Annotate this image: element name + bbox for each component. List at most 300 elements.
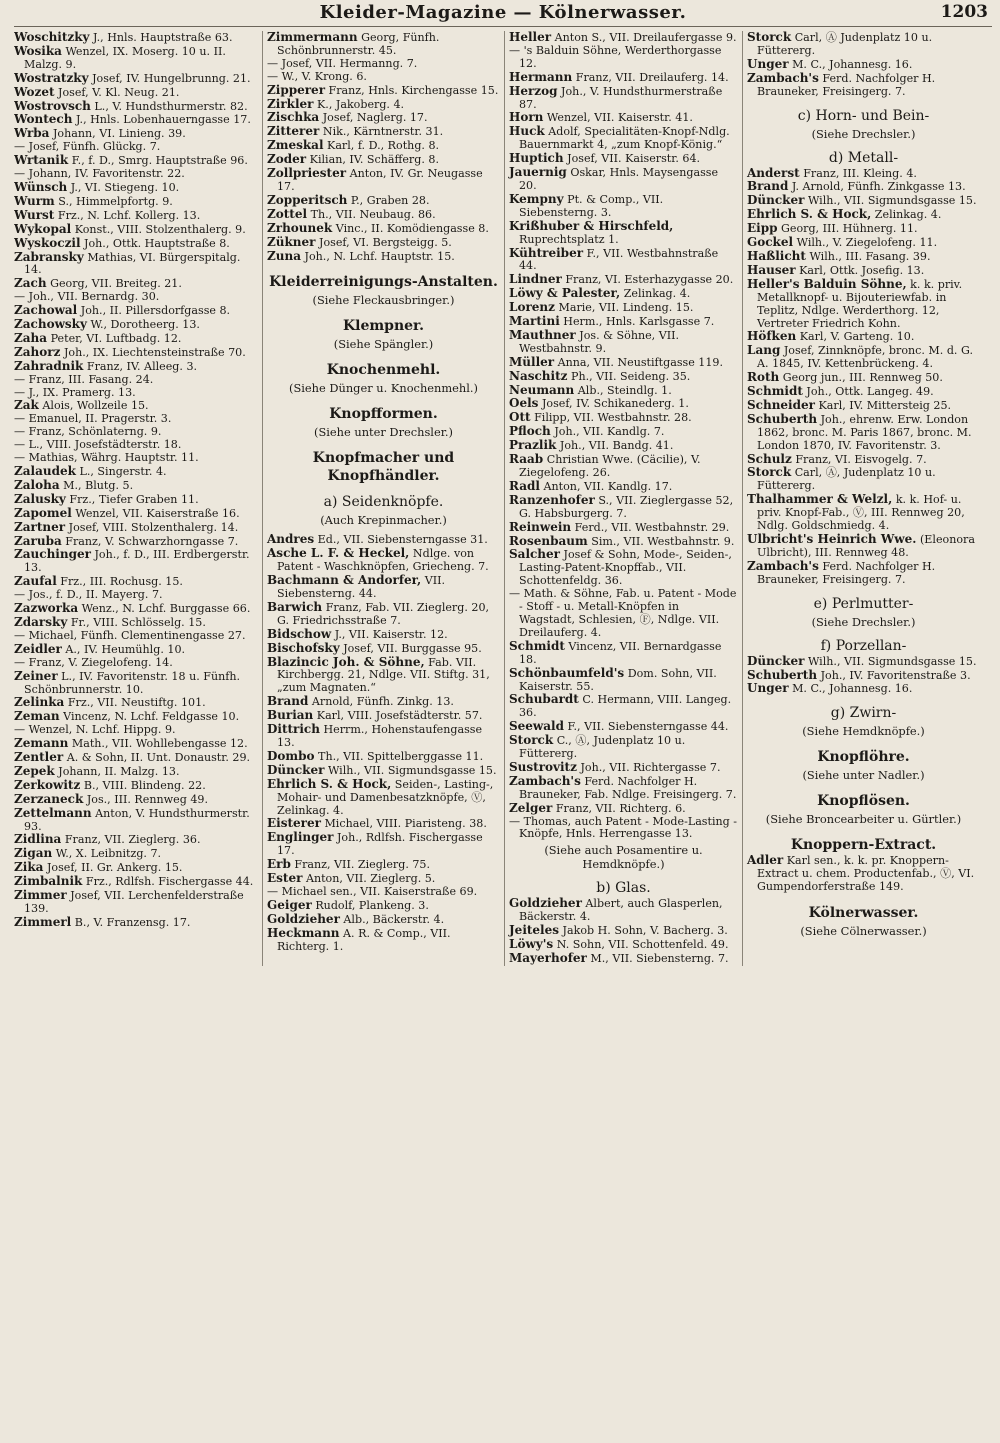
- entry-name: Schmidt: [747, 384, 803, 399]
- entry-name: Jauernig: [509, 165, 567, 180]
- directory-entry: [747, 453, 980, 467]
- entry-details: Joh., VII. Richtergasse 7.: [580, 760, 721, 774]
- directory-entry: [747, 560, 980, 587]
- entry-details: Franz, VII. Richterg. 6.: [555, 801, 686, 815]
- directory-entry: [267, 709, 500, 723]
- entry-name: Zaha: [14, 330, 48, 345]
- entry-name: Schönbaumfeld's: [509, 665, 625, 680]
- entry-details: J. Arnold, Fünfh. Zinkgasse 13.: [791, 180, 966, 194]
- entry-details: Carl, Ⓐ, Judenplatz 10 u. Füttererg.: [757, 466, 936, 493]
- entry-name: Wosika: [14, 43, 62, 58]
- entry-details: Karl, IV. Mittersteig 25.: [818, 398, 952, 412]
- directory-entry: [509, 802, 738, 816]
- entry-details: P., Graben 28.: [350, 193, 430, 207]
- entry-details: Georg jun., III. Rennweg 50.: [782, 371, 943, 385]
- entry-name: Wostratzky: [14, 70, 89, 85]
- entry-details: Wenzel, VII. Kaiserstr. 41.: [546, 111, 693, 125]
- entry-details: Th., VII. Neubaug. 86.: [310, 207, 436, 221]
- entry-name: Schneider: [747, 397, 815, 412]
- directory-entry: [14, 875, 258, 889]
- entry-details: C., Ⓐ, Judenplatz 10 u. Füttererg.: [519, 734, 686, 761]
- directory-entry: [267, 858, 500, 872]
- directory-entry: [747, 669, 980, 683]
- section-heading: Klempner.: [342, 318, 425, 335]
- entry-name: Zimmer: [14, 888, 67, 903]
- directory-entry: [509, 938, 738, 952]
- entry-name: Krißhuber & Hirschfeld,: [509, 218, 674, 233]
- entry-details: Herrm., Hohenstaufengasse 13.: [277, 723, 483, 749]
- entry-name: Bachmann & Andorfer,: [267, 573, 422, 588]
- entry-details: — Wenzel, N. Lchf. Hippg. 9.: [14, 723, 176, 737]
- entry-details: Joh., Ottk. Langeg. 49.: [806, 385, 934, 399]
- entry-name: Woschitzky: [14, 31, 90, 44]
- entry-name: Zahradnik: [14, 358, 84, 373]
- entry-details: Pt. & Comp., VII. Siebensterng. 3.: [519, 192, 664, 219]
- directory-entry: [14, 399, 258, 413]
- entry-details: Frz., Rdlfsh. Fischergasse 44.: [85, 875, 254, 889]
- directory-entry: [509, 761, 738, 775]
- directory-entry: [14, 535, 258, 549]
- directory-entry: [509, 287, 738, 301]
- entry-name: Erb: [267, 857, 291, 872]
- entry-details: Wenz., N. Lchf. Burggasse 66.: [81, 602, 251, 616]
- directory-entry: [747, 371, 980, 385]
- entry-name: Unger: [747, 681, 789, 696]
- directory-entry: [747, 222, 980, 236]
- directory-entry: [747, 250, 980, 264]
- entry-name: Zitterer: [267, 124, 320, 139]
- entry-details: — Franz, Schönlaterng. 9.: [14, 425, 162, 439]
- entry-details: Frz., Tiefer Graben 11.: [69, 492, 199, 506]
- entry-details: — Franz, V. Ziegelofeng. 14.: [14, 655, 173, 669]
- entry-name: Löwy & Palester,: [509, 286, 621, 301]
- entry-details: Josef, VI. Bergsteigg. 5.: [319, 235, 452, 249]
- entry-name: Adler: [747, 853, 784, 868]
- entry-details: Vincenz, N. Lchf. Feldgasse 10.: [63, 710, 240, 724]
- entry-details: Zelinkag. 4.: [623, 287, 691, 301]
- directory-entry: [509, 411, 738, 425]
- entry-details: Sim., VII. Westbahnstr. 9.: [591, 534, 735, 548]
- directory-entry: [509, 640, 738, 667]
- entry-details: k. k. priv. Metallknopf- u. Bijouteriewfab. in Teplitz, Ndlge. Werderthorg. 12, Vertreter Friedrich Kohn.: [757, 277, 963, 330]
- entry-name: Zaruba: [14, 533, 62, 548]
- directory-entry: [267, 913, 500, 927]
- section-heading: Kölnerwasser.: [808, 905, 919, 922]
- directory-entry: [267, 250, 500, 264]
- entry-details: Franz, VI. Esterhazygasse 20.: [565, 273, 734, 287]
- entry-details: Th., VII. Spittelberggasse 11.: [318, 749, 484, 763]
- column-3: [504, 31, 742, 966]
- directory-entry: [14, 710, 258, 724]
- entry-details: Filipp, VII. Westbahnstr. 28.: [534, 411, 692, 425]
- entry-name: Hermann: [509, 69, 573, 84]
- directory-entry: [14, 521, 258, 535]
- directory-entry: [509, 952, 738, 966]
- entry-name: Heller's Balduin Söhne,: [747, 276, 907, 291]
- entry-name: Zeiner: [14, 668, 58, 683]
- directory-entry: [14, 86, 258, 100]
- entry-name: Zachowsky: [14, 317, 87, 332]
- entry-details: Anton S., VII. Dreilaufergasse 9.: [554, 31, 737, 44]
- entry-details: Josef, V. Kl. Neug. 21.: [58, 85, 180, 99]
- entry-name: Zalusky: [14, 491, 66, 506]
- entry-name: Brand: [747, 179, 789, 194]
- entry-name: Schuberth: [747, 411, 818, 426]
- entry-details: Marie, VII. Lindeng. 15.: [558, 301, 694, 315]
- entry-name: Roth: [747, 370, 780, 385]
- entry-details: J., VII. Kaiserstr. 12.: [334, 627, 448, 641]
- directory-entry: [14, 575, 258, 589]
- entry-details: — 's Balduin Söhne, Werderthorgasse 12.: [509, 43, 722, 70]
- directory-entry: [509, 397, 738, 411]
- entry-details: — Franz, III. Fasang. 24.: [14, 372, 154, 386]
- directory-entry: [747, 72, 980, 99]
- entry-details: Fab. VII. Kirchbergg. 21, Ndlge. VII. Stiftg. 31, „zum Magnaten.“: [277, 655, 490, 695]
- directory-entry: [267, 167, 500, 194]
- entry-details: Seiden-, Lasting-, Mohair- und Damenbesatzknöpfe, Ⓥ, Zelinkag. 4.: [277, 777, 494, 817]
- entry-details: Josef, Naglerg. 17.: [322, 111, 428, 125]
- entry-details: Ferd., VII. Westbahnstr. 29.: [574, 520, 730, 534]
- directory-entry: [267, 84, 500, 98]
- entry-name: Zemann: [14, 736, 69, 751]
- directory-entry: [14, 765, 258, 779]
- entry-name: Zischka: [267, 110, 320, 125]
- entry-name: Wrba: [14, 126, 50, 141]
- directory-entry: [747, 330, 980, 344]
- entry-details: Jos. & Söhne, VII. Westbahnstr. 9.: [519, 328, 680, 355]
- entry-name: Ott: [509, 410, 531, 425]
- cross-reference-note: (Siehe Fleckausbringer.): [312, 293, 455, 308]
- column-4: [742, 31, 984, 966]
- entry-name: Ester: [267, 871, 303, 886]
- entry-details: M. C., Johannesg. 16.: [792, 682, 913, 696]
- directory-entry: [747, 236, 980, 250]
- entry-name: Brand: [267, 694, 309, 709]
- entry-details: F., f. D., Smrg. Hauptstraße 96.: [71, 154, 248, 168]
- directory-entry: [267, 927, 500, 954]
- cross-reference-note: (Siehe Cölnerwasser.): [800, 924, 927, 939]
- directory-entry: [14, 277, 258, 291]
- subsection-heading: d) Metall-: [828, 149, 899, 166]
- entry-name: Sustrovitz: [509, 759, 577, 774]
- entry-details: Alb., Steindlg. 1.: [577, 383, 672, 397]
- directory-entry: [509, 356, 738, 370]
- entry-details: — Michael, Fünfh. Clementinengasse 27.: [14, 628, 246, 642]
- directory-entry: [14, 670, 258, 697]
- column-2: [262, 31, 504, 966]
- entry-details: Rudolf, Plankeng. 3.: [315, 898, 429, 912]
- entry-details: — Joh., VII. Bernardg. 30.: [14, 290, 160, 304]
- entry-details: Albert, auch Glasperlen, Bäckerstr. 4.: [519, 897, 723, 924]
- directory-entry: [14, 304, 258, 318]
- directory-entry: [509, 31, 738, 45]
- section-heading: Knopflösen.: [817, 793, 910, 810]
- directory-entry: [267, 153, 500, 167]
- entry-details: Frz., VII. Neustiftg. 101.: [67, 696, 206, 710]
- page-title: Kleider-Magazine — Kölnerwasser.: [319, 2, 687, 23]
- directory-entry: [14, 696, 258, 710]
- entry-name: Dittrich: [267, 722, 320, 737]
- entry-name: Löwy's: [509, 937, 554, 952]
- directory-entry: [509, 45, 738, 71]
- entry-details: Franz, VI. Eisvogelg. 7.: [795, 452, 927, 466]
- entry-name: Zeidler: [14, 641, 62, 656]
- directory-entry: [747, 264, 980, 278]
- entry-name: Düncker: [267, 762, 325, 777]
- directory-entry: [747, 682, 980, 696]
- subsection-heading: e) Perlmutter-: [813, 595, 914, 612]
- subsection-heading: c) Horn- und Bein-: [797, 107, 930, 124]
- entry-details: Karl, Ottk. Josefig. 13.: [799, 263, 925, 277]
- directory-entry: [509, 693, 738, 720]
- entry-name: Naschitz: [509, 368, 568, 383]
- directory-entry: [267, 695, 500, 709]
- column-1: [14, 31, 262, 966]
- entry-name: Zambach's: [747, 558, 819, 573]
- entry-details: — Emanuel, II. Pragerstr. 3.: [14, 412, 172, 426]
- entry-details: W., Dorotheerg. 13.: [90, 318, 200, 332]
- entry-details: S., VII. Zieglergasse 52, G. Habsburgerg. 7.: [519, 493, 734, 520]
- directory-entry: [14, 493, 258, 507]
- directory-entry: [267, 547, 500, 574]
- directory-entry: [14, 113, 258, 127]
- directory-entry: [267, 574, 500, 601]
- entry-name: Zigan: [14, 846, 53, 861]
- entry-details: Fr., VIII. Schlösselg. 15.: [70, 615, 206, 629]
- entry-details: Joh., V. Hundsthurmerstraße 87.: [519, 84, 723, 111]
- entry-details: L., IV. Favoritenstr. 18 u. Fünfh. Schönbrunnerstr. 10.: [24, 669, 241, 696]
- directory-entry: [14, 72, 258, 86]
- entry-name: Schuberth: [747, 667, 818, 682]
- entry-name: Prazlik: [509, 438, 557, 453]
- directory-entry: [509, 247, 738, 274]
- entry-details: W., X. Leibnitzg. 7.: [55, 847, 162, 861]
- entry-details: Wilh., III. Fasang. 39.: [809, 249, 931, 263]
- entry-name: Burian: [267, 708, 314, 723]
- directory-entry: [267, 222, 500, 236]
- entry-details: Georg, III. Hühnerg. 11.: [781, 222, 918, 236]
- entry-details: Frz., N. Lchf. Kollerg. 13.: [57, 208, 201, 222]
- entry-name: Zaufal: [14, 574, 57, 589]
- directory-entry: [747, 655, 980, 669]
- cross-reference-note: (Siehe Drechsler.): [811, 126, 916, 141]
- entry-details: Joh., IX. Liechtensteinstraße 70.: [63, 345, 246, 359]
- entry-details: Wilh., VII. Sigmundsgasse 15.: [807, 654, 977, 668]
- entry-details: Mathias, VI. Bürgerspitalg. 14.: [24, 250, 241, 277]
- directory-entry: [14, 861, 258, 875]
- entry-name: Zabransky: [14, 249, 84, 264]
- directory-entry: [267, 208, 500, 222]
- entry-details: — Thomas, auch Patent - Mode-Lasting - Knöpfe, Hnls. Herrengasse 13.: [509, 814, 738, 841]
- entry-name: Wykopal: [14, 221, 72, 236]
- entry-details: Anna, VII. Neustiftgasse 119.: [557, 355, 723, 369]
- entry-name: Zimmermann: [267, 31, 358, 44]
- entry-name: Wozet: [14, 84, 55, 99]
- entry-details: — J., IX. Pramerg. 13.: [14, 385, 136, 399]
- entry-details: Josef, Zinnknöpfe, bronc. M. d. G. A. 1845, IV. Kettenbrückeng. 4.: [757, 344, 973, 371]
- directory-entry: [267, 872, 500, 886]
- entry-details: — Michael sen., VII. Kaiserstraße 69.: [267, 884, 478, 898]
- entry-name: Lorenz: [509, 300, 555, 315]
- entry-details: Wenzel, IX. Moserg. 10 u. II. Malzg. 9.: [24, 44, 226, 71]
- entry-details: Josef, VII. Kaiserstr. 64.: [567, 152, 701, 166]
- entry-name: Zauchinger: [14, 547, 91, 562]
- entry-details: Karl, f. D., Rothg. 8.: [327, 139, 440, 153]
- directory-entry: [747, 493, 980, 533]
- entry-details: Jos., III. Rennweg 49.: [86, 792, 208, 806]
- entry-name: Wostrovsch: [14, 98, 91, 113]
- entry-details: — W., V. Krong. 6.: [267, 69, 367, 83]
- entry-name: Goldzieher: [267, 911, 340, 926]
- entry-details: K., Jakoberg. 4.: [317, 97, 405, 111]
- directory-entry: [14, 360, 258, 374]
- directory-entry: [14, 889, 258, 916]
- entry-name: Zuna: [267, 248, 301, 263]
- entry-name: Zak: [14, 398, 39, 413]
- entry-details: Ferd. Nachfolger H. Brauneker, Freisingerg. 7.: [757, 559, 936, 586]
- directory-entry: [14, 209, 258, 223]
- entry-details: B., V. Franzensg. 17.: [74, 915, 191, 929]
- page-header: [14, 2, 992, 27]
- directory-entry: [509, 425, 738, 439]
- directory-entry: [14, 237, 258, 251]
- entry-details: Josef, II. Gr. Ankerg. 15.: [46, 861, 183, 875]
- entry-details: Franz, VII. Zieglerg. 75.: [294, 858, 431, 872]
- entry-name: Zelger: [509, 800, 553, 815]
- entry-details: Ferd. Nachfolger H. Brauneker, Fab. Ndlge. Freisingerg. 7.: [519, 774, 737, 801]
- directory-entry: [509, 301, 738, 315]
- directory-entry: [14, 833, 258, 847]
- directory-entry: [747, 167, 980, 181]
- entry-name: Zimmerl: [14, 914, 72, 929]
- directory-entry: [267, 764, 500, 778]
- entry-details: Vinc., II. Komödiengasse 8.: [335, 221, 489, 235]
- entry-name: Zambach's: [509, 773, 581, 788]
- entry-name: Dombo: [267, 748, 315, 763]
- directory-entry: [509, 125, 738, 152]
- directory-entry: [509, 720, 738, 734]
- entry-name: Zambach's: [747, 70, 819, 85]
- entry-details: F., VII. Siebensterngasse 44.: [567, 720, 729, 734]
- entry-details: (Eleonora Ulbricht), III. Rennweg 48.: [757, 533, 975, 559]
- section-heading: Kleiderreinigungs-Anstalten.: [269, 274, 498, 291]
- directory-entry: [267, 656, 500, 696]
- entry-details: Vincenz, VII. Bernardgasse 18.: [519, 639, 722, 666]
- directory-entry: [14, 737, 258, 751]
- entry-name: Heckmann: [267, 925, 340, 940]
- entry-name: Zmeskal: [267, 138, 324, 153]
- entry-details: Josef, IV. Hungelbrunng. 21.: [92, 71, 251, 85]
- entry-name: Düncker: [747, 193, 805, 208]
- entry-name: Bischofsky: [267, 640, 340, 655]
- entry-name: Wyskoczil: [14, 235, 81, 250]
- entry-details: Konst., VIII. Stolzenthalerg. 9.: [74, 222, 246, 236]
- entry-details: Joh., VII. Kandlg. 7.: [554, 425, 665, 439]
- cross-reference-note: (Siehe unter Drechsler.): [314, 425, 453, 440]
- entry-details: — Johann, IV. Favoritenstr. 22.: [14, 167, 185, 181]
- directory-entry: [509, 816, 738, 842]
- directory-entry: [267, 899, 500, 913]
- entry-name: Zimbalnik: [14, 874, 83, 889]
- entry-details: Josef, VIII. Stolzenthalerg. 14.: [68, 520, 239, 534]
- directory-entry: [509, 548, 738, 588]
- entry-details: Jakob H. Sohn, V. Bacherg. 3.: [562, 924, 728, 938]
- entry-name: Zachowal: [14, 303, 78, 318]
- entry-details: Georg, VII. Breiteg. 21.: [50, 277, 182, 291]
- entry-details: — Math. & Söhne, Fab. u. Patent - Mode - Stoff - u. Metall-Knöpfen in Wagstadt, Schlesien, Ⓕ, Ndlge. VII. Dreilauferg. 4.: [509, 587, 737, 639]
- entry-name: Ehrlich S. & Hock,: [267, 776, 392, 791]
- directory-entry: [509, 453, 738, 480]
- directory-entry: [747, 533, 980, 560]
- entry-name: Storck: [747, 31, 792, 44]
- entry-name: Seewald: [509, 719, 564, 734]
- entry-name: Zazworka: [14, 601, 79, 616]
- entry-name: Horn: [509, 110, 544, 125]
- directory-entry: [14, 548, 258, 575]
- directory-entry: [509, 494, 738, 521]
- entry-name: Zalaudek: [14, 464, 76, 478]
- entry-name: Zottel: [267, 206, 308, 221]
- directory-entry: [267, 817, 500, 831]
- cross-reference-note: (Siehe Spängler.): [333, 337, 434, 352]
- entry-name: Kempny: [509, 191, 564, 206]
- entry-name: Heller: [509, 31, 552, 44]
- directory-entry: [509, 535, 738, 549]
- entry-details: S., Himmelpfortg. 9.: [58, 194, 173, 208]
- entry-details: Franz, III. Kleing. 4.: [803, 166, 917, 180]
- entry-details: Joh., Ottk. Hauptstraße 8.: [84, 236, 230, 250]
- entry-name: Zrhounek: [267, 220, 333, 235]
- directory-entry: [14, 779, 258, 793]
- entry-name: Zopperitsch: [267, 192, 348, 207]
- directory-entry: [747, 854, 980, 894]
- directory-entry: [267, 194, 500, 208]
- cross-reference-note: (Siehe Dünger u. Knochenmehl.): [289, 381, 478, 396]
- entry-details: Franz, VII. Zieglerg. 36.: [64, 833, 201, 847]
- directory-entry: [267, 125, 500, 139]
- directory-entry: [14, 332, 258, 346]
- entry-name: Zapomel: [14, 505, 72, 520]
- directory-entry: [267, 628, 500, 642]
- entry-details: Josef & Sohn, Mode-, Seiden-, Lasting-Patent-Knopffab., VII. Schottenfeldg. 36.: [519, 548, 732, 588]
- entry-details: Christian Wwe. (Cäcilie), V. Ziegelofeng. 26.: [519, 453, 701, 479]
- directory-entry: [14, 751, 258, 765]
- entry-details: Johann, II. Malzg. 13.: [58, 764, 180, 778]
- entry-details: Franz, Hnls. Kirchengasse 15.: [328, 83, 499, 97]
- subsection-heading: g) Zwirn-: [830, 705, 897, 722]
- entry-name: Zerkowitz: [14, 777, 81, 792]
- directory-entry: [267, 533, 500, 547]
- entry-name: Gockel: [747, 235, 794, 250]
- directory-entry: [747, 344, 980, 371]
- entry-details: Wilh., V. Ziegelofeng. 11.: [796, 236, 938, 250]
- entry-details: Ed., VII. Siebensterngasse 31.: [317, 533, 488, 547]
- directory-entry: [14, 346, 258, 360]
- entry-details: Anton, V. Hundsthurmerstr. 93.: [24, 806, 250, 833]
- directory-entry: [747, 278, 980, 331]
- entry-details: Joh., II. Pillersdorfgasse 8.: [80, 304, 231, 318]
- entry-name: Zidlina: [14, 832, 62, 847]
- entry-details: Ferd. Nachfolger H. Brauneker, Freisingerg. 7.: [757, 71, 936, 98]
- entry-name: Zükner: [267, 234, 316, 249]
- entry-details: A. & Sohn, II. Unt. Donaustr. 29.: [66, 751, 251, 765]
- cross-reference-note: (Siehe unter Nadler.): [802, 768, 925, 783]
- entry-name: Wrtanik: [14, 153, 69, 168]
- entry-name: Hauser: [747, 262, 796, 277]
- directory-entry: [509, 667, 738, 694]
- directory-entry: [267, 236, 500, 250]
- directory-entry: [509, 588, 738, 640]
